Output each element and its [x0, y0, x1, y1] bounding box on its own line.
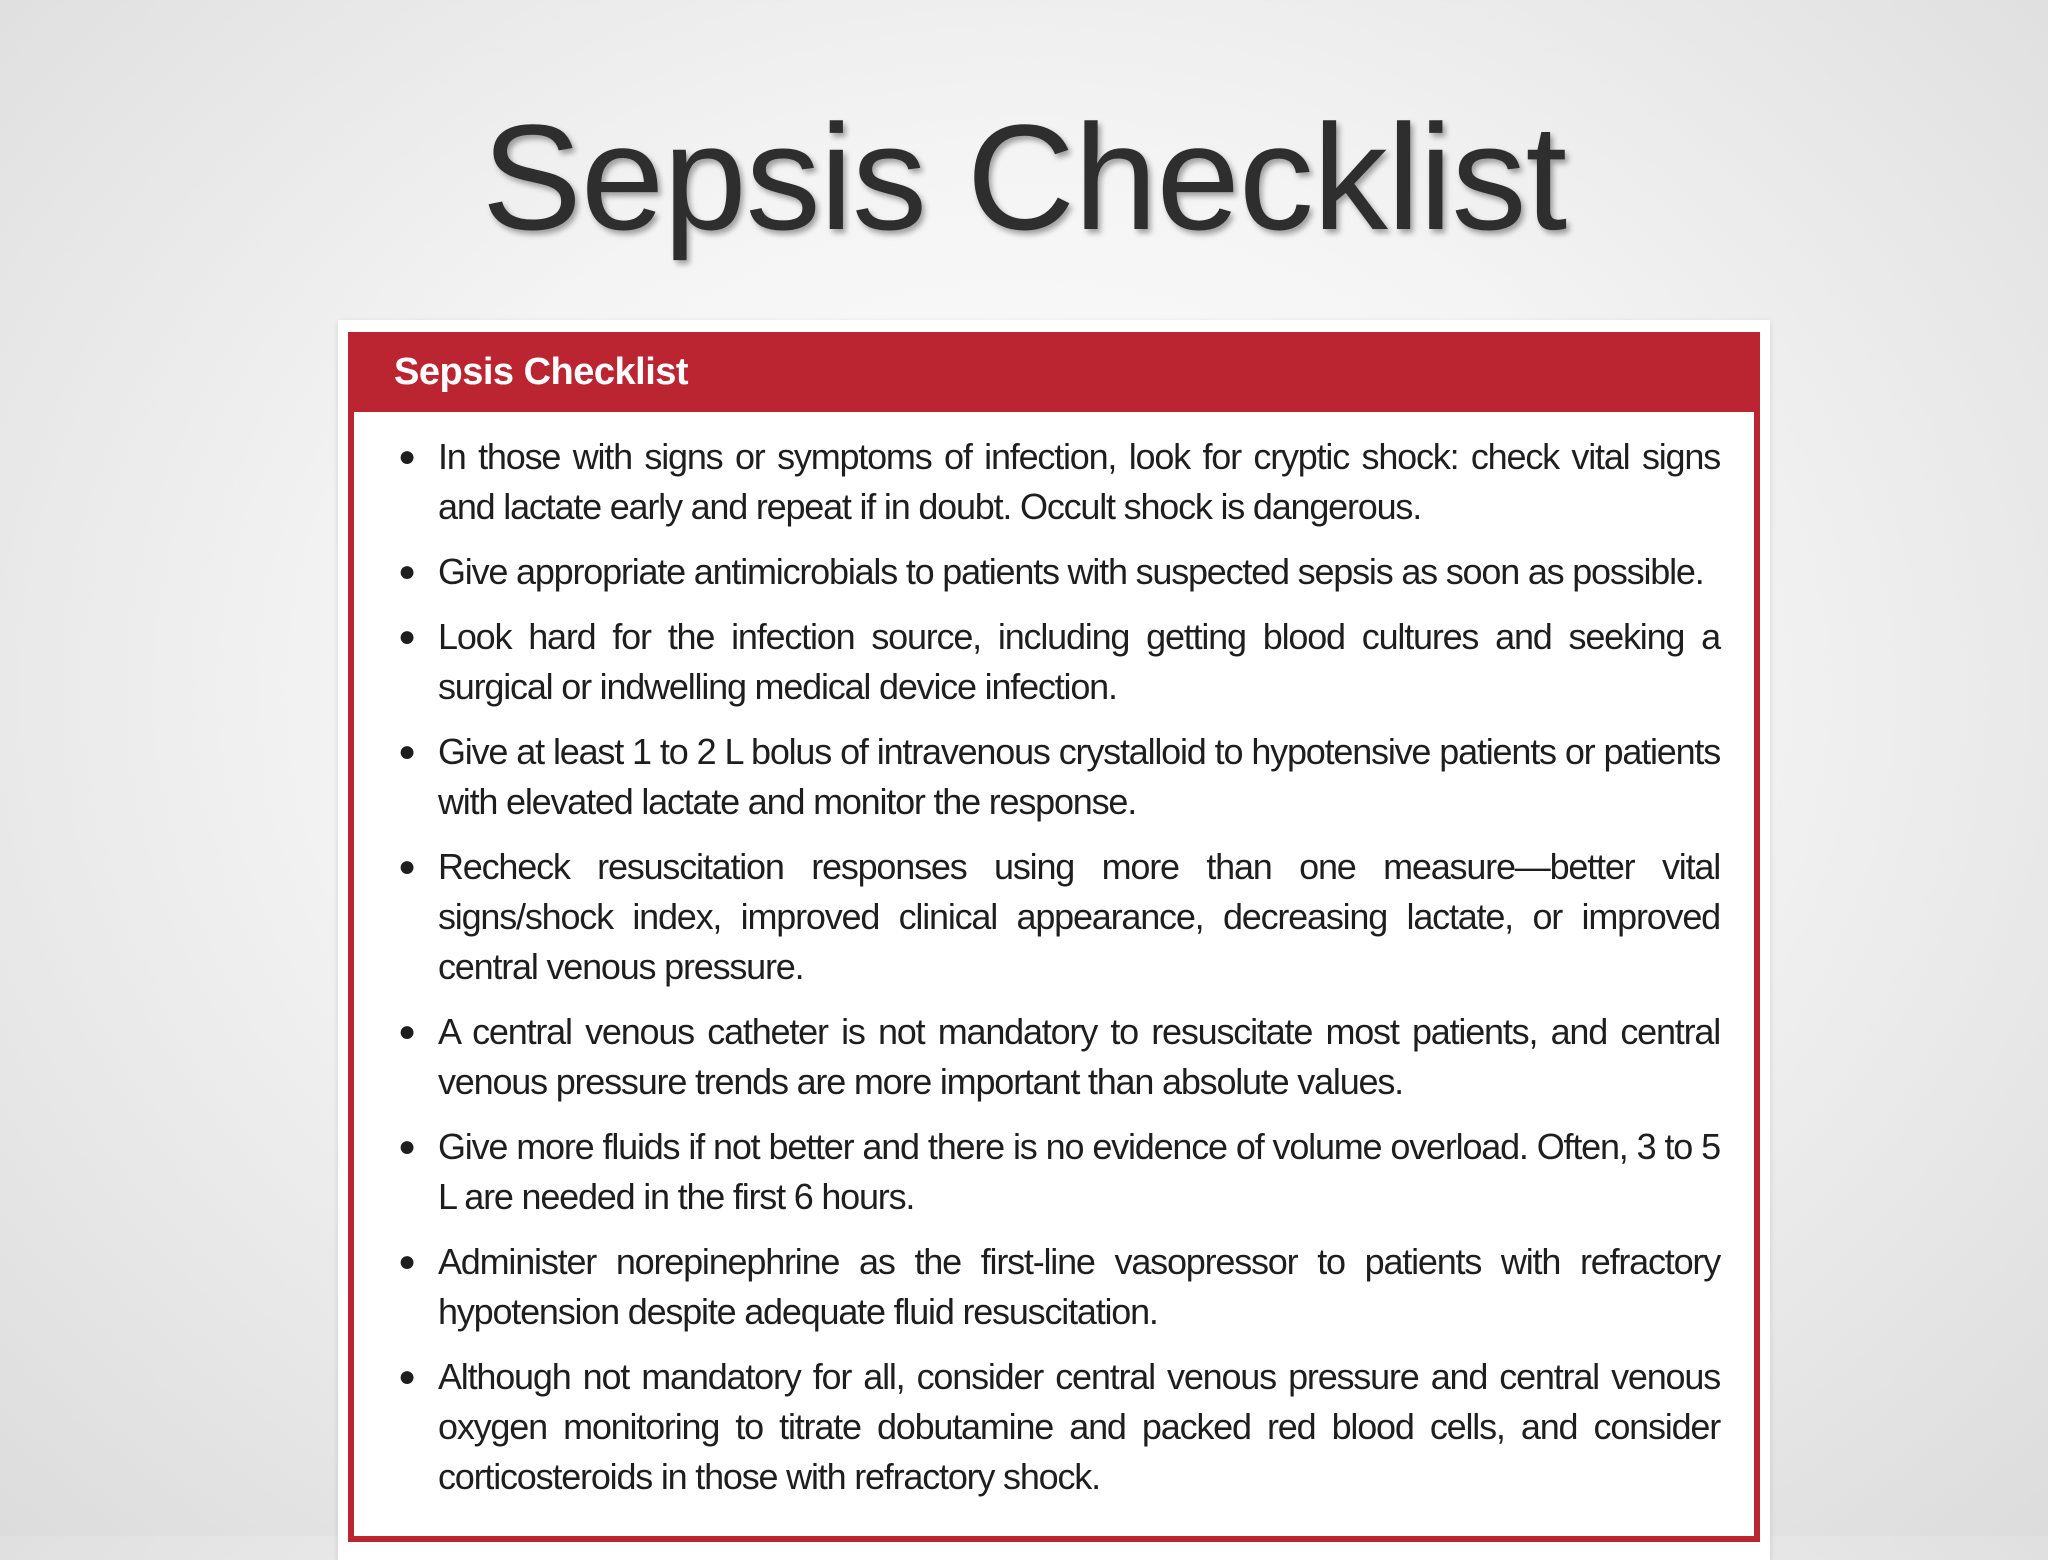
- checklist-item-text: Give at least 1 to 2 L bolus of intravenous crystalloid to hypotensive patients or patients with elevated lactate and monitor the response.: [438, 731, 1720, 822]
- bullet-dot-icon: ●: [398, 1360, 415, 1393]
- checklist-header: Sepsis Checklist: [354, 332, 1754, 412]
- checklist-items: [354, 412, 1754, 1502]
- bullet-dot-icon: ●: [398, 440, 415, 473]
- checklist-item-text: Give appropriate antimicrobials to patients with suspected sepsis as soon as possible.: [438, 551, 1704, 592]
- checklist-item: [394, 1237, 1720, 1337]
- checklist-item-text: Recheck resuscitation responses using more than one measure—better vital signs/shock index, improved clinical appearance, decreasing lactate, or improved central venous pressure.: [438, 846, 1720, 987]
- bullet-dot-icon: ●: [398, 620, 415, 653]
- checklist-item: [394, 432, 1720, 532]
- bullet-dot-icon: ●: [398, 1245, 415, 1278]
- checklist-item-text: Although not mandatory for all, consider central venous pressure and central venous oxygen monitoring to titrate dobutamine and packed red blood cells, and consider corticosteroids in those with refractory shock.: [438, 1356, 1720, 1497]
- slide-title: Sepsis Checklist: [481, 93, 1567, 261]
- bullet-dot-icon: ●: [398, 850, 415, 883]
- checklist-item: [394, 547, 1720, 597]
- checklist-item: [394, 1352, 1720, 1502]
- checklist-item-text: Look hard for the infection source, including getting blood cultures and seeking a surgical or indwelling medical device infection.: [438, 616, 1720, 707]
- checklist-item-text: In those with signs or symptoms of infection, look for cryptic shock: check vital signs and lactate early and repeat if in doubt. Occult shock is dangerous.: [438, 436, 1720, 527]
- checklist-item: [394, 842, 1720, 992]
- checklist-item: [394, 1007, 1720, 1107]
- checklist-item: [394, 1122, 1720, 1222]
- bullet-dot-icon: ●: [398, 555, 415, 588]
- bullet-dot-icon: ●: [398, 1015, 415, 1048]
- checklist-item: [394, 727, 1720, 827]
- bullet-dot-icon: ●: [398, 735, 415, 768]
- checklist-item-text: Give more fluids if not better and there is no evidence of volume overload. Often, 3 to 5 L are needed in the first 6 hours.: [438, 1126, 1720, 1217]
- checklist-item: [394, 612, 1720, 712]
- bullet-dot-icon: ●: [398, 1130, 415, 1163]
- checklist-item-text: Administer norepinephrine as the first-line vasopressor to patients with refractory hypotension despite adequate fluid resuscitation.: [438, 1241, 1720, 1332]
- sepsis-checklist-box: [348, 332, 1760, 1542]
- checklist-item-text: A central venous catheter is not mandatory to resuscitate most patients, and central venous pressure trends are more important than absolute values.: [438, 1011, 1720, 1102]
